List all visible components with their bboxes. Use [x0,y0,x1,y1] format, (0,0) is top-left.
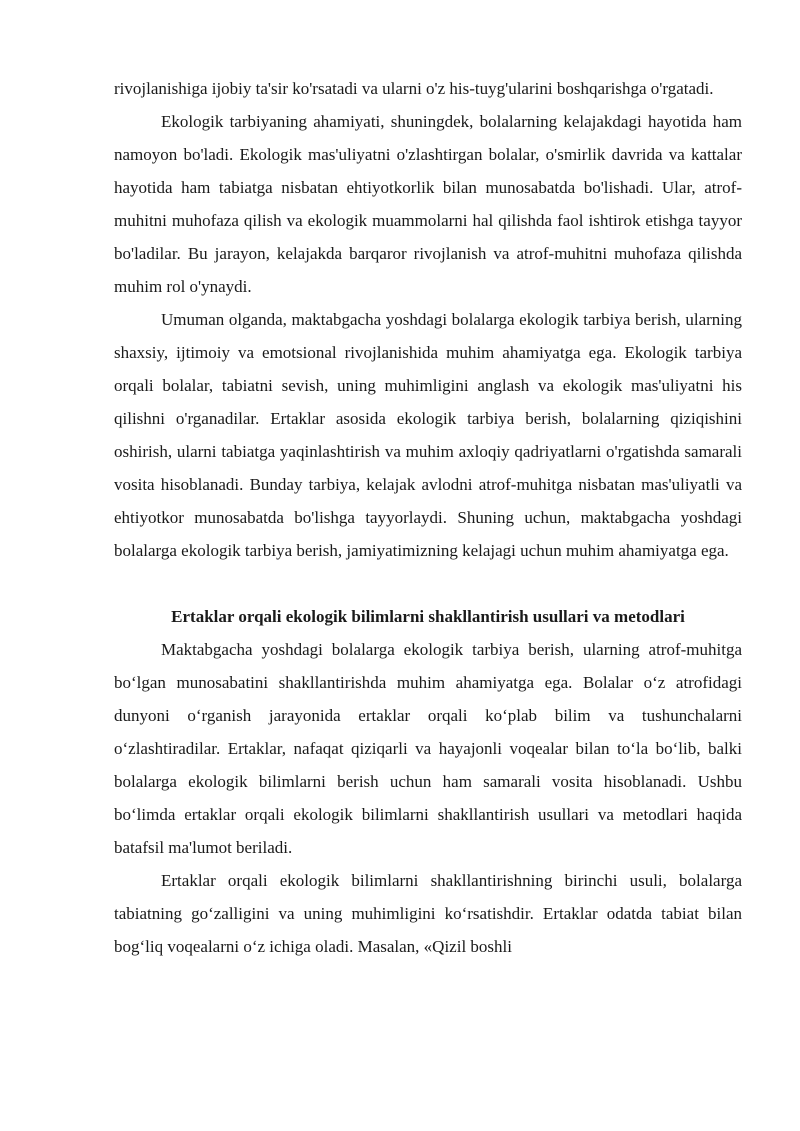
document-page [114,72,742,963]
paragraph-continuation: rivojlanishiga ijobiy ta'sir ko'rsatadi va ularni o'z his-tuyg'ularini boshqarishga o'rgatadi. [114,79,714,98]
paragraph-summary: Umuman olganda, maktabgacha yoshdagi bolalarga ekologik tarbiya berish, ularning shaxsiy, ijtimoiy va emotsional rivojlanishida muhim ahamiyatga ega. Ekologik tarbiya orqali bolalar, tabiatni sevish, uning muhimligini anglash va ekologik mas'uliyatni his qilishni o'rganadilar. Ertaklar asosida ekologik tarbiya berish, bolalarning qiziqishini oshirish, ularni tabiatga yaqinlashtirish va muhim axloqiy qadriyatlarni o'rgatishda samarali vosita hisoblanadi. Bunday tarbiya, kelajak avlodni atrof-muhitga nisbatan mas'uliyatli va ehtiyotkor munosabatda bo'lishga tayyorlaydi. Shuning uchun, maktabgacha yoshdagi bolalarga ekologik tarbiya berish, jamiyatimizning kelajagi uchun muhim ahamiyatga ega. [114,310,742,560]
paragraph-first-method: Ertaklar orqali ekologik bilimlarni shakllantirishning birinchi usuli, bolalarga tabiatning go‘zalligini va uning muhimligini ko‘rsatishdir. Ertaklar odatda tabiat bilan bog‘liq voqealarni o‘z ichiga oladi. Masalan, «Qizil boshli [114,871,742,956]
paragraph-section-intro: Maktabgacha yoshdagi bolalarga ekologik tarbiya berish, ularning atrof-muhitga bo‘lgan munosabatini shakllantirishda muhim ahamiyatga ega. Bolalar o‘z atrofidagi dunyoni o‘rganish jarayonida ertaklar orqali ko‘plab bilim va tushunchalarni o‘zlashtiradilar. Ertaklar, nafaqat qiziqarli va hayajonli voqealar bilan to‘la bo‘lib, balki bolalarga ekologik bilimlarni berish uchun ham samarali vosita hisoblanadi. Ushbu bo‘limda ertaklar orqali ekologik bilimlarni shakllantirish usullari va metodlari haqida batafsil ma'lumot beriladi. [114,640,742,857]
section-heading: Ertaklar orqali ekologik bilimlarni shakllantirish usullari va metodlari [171,607,685,626]
paragraph-ecological-importance: Ekologik tarbiyaning ahamiyati, shuningdek, bolalarning kelajakdagi hayotida ham namoyon bo'ladi. Ekologik mas'uliyatni o'zlashtirgan bolalar, o'smirlik davrida va kattalar hayotida ham tabiatga nisbatan ehtiyotkorlik bilan munosabatda bo'lishadi. Ular, atrof-muhitni muhofaza qilish va ekologik muammolarni hal qilishda faol ishtirok etishga tayyor bo'ladilar. Bu jarayon, kelajakda barqaror rivojlanish va atrof-muhitni muhofaza qilishda muhim rol o'ynaydi. [114,112,742,296]
blank-line [114,567,742,600]
